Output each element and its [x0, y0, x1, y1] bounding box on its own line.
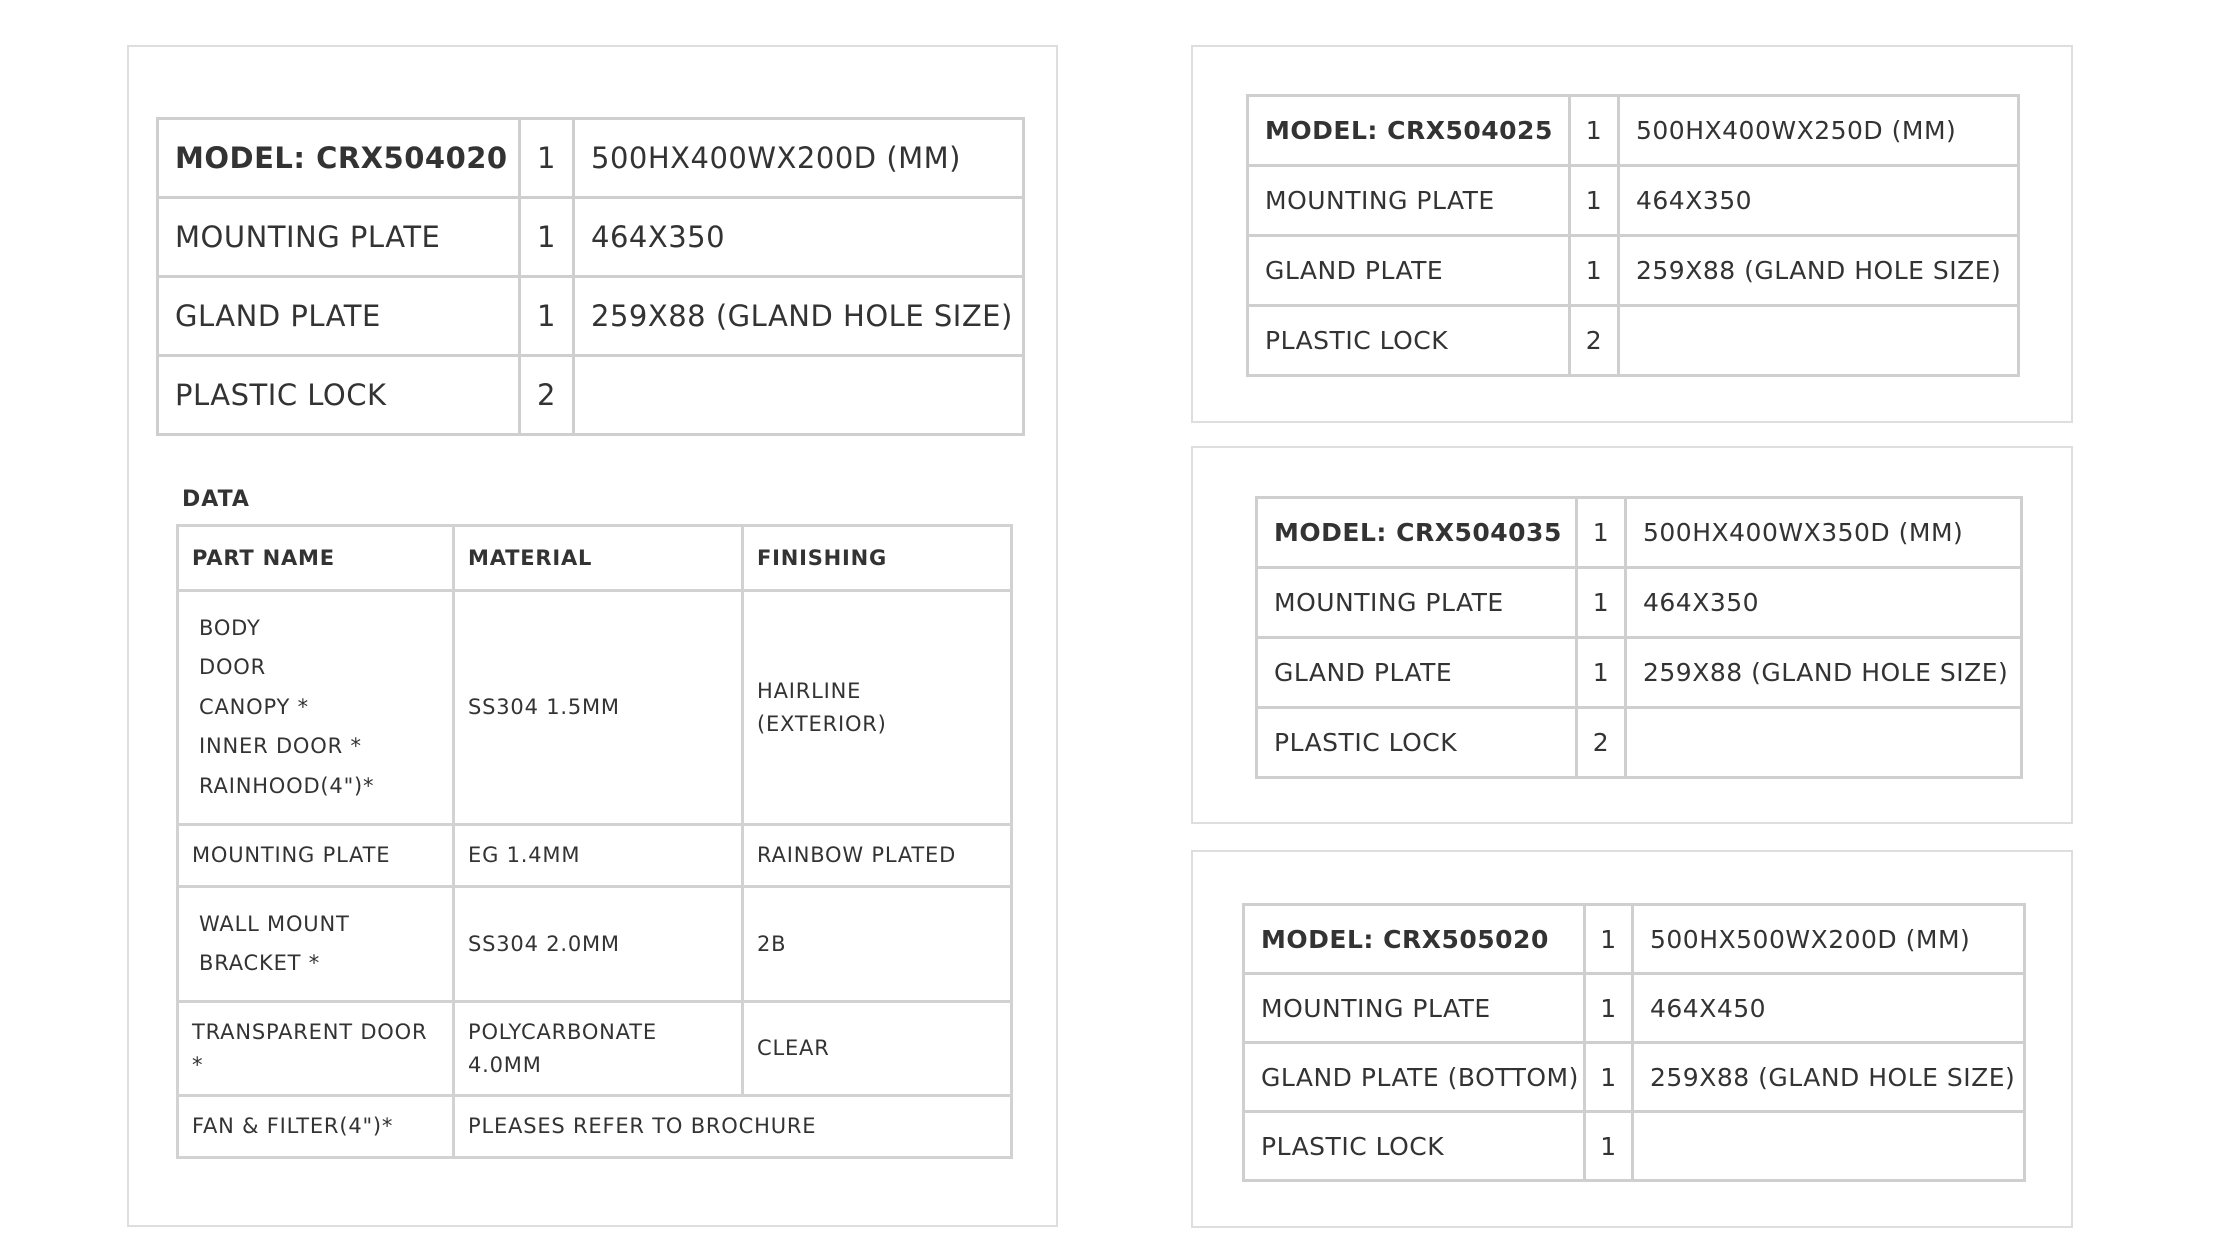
- table-row: [178, 1096, 1012, 1158]
- part-name: MOUNTING PLATE: [1244, 974, 1585, 1043]
- part-name: INNER DOOR *: [199, 734, 362, 759]
- quantity: 1: [520, 198, 574, 277]
- part-spec: [574, 356, 1024, 435]
- column-header-part-name: PART NAME: [178, 526, 454, 591]
- part-name: PLASTIC LOCK: [158, 356, 520, 435]
- part-name-list: [178, 887, 454, 1002]
- part-name: MOUNTING PLATE: [1257, 568, 1577, 638]
- table-row: [158, 356, 1024, 435]
- part-name: GLAND PLATE: [158, 277, 520, 356]
- finishing: HAIRLINE (EXTERIOR): [743, 591, 1012, 825]
- part-name: CANOPY *: [199, 694, 309, 719]
- table-row: [178, 887, 1012, 1002]
- dimensions: 500HX400WX350D (MM): [1626, 498, 2022, 568]
- quantity: 2: [1570, 306, 1619, 376]
- part-name: GLAND PLATE (BOTTOM): [1244, 1043, 1585, 1112]
- quantity: 1: [1570, 236, 1619, 306]
- part-name: TRANSPARENT DOOR *: [178, 1002, 454, 1096]
- table-row: [158, 119, 1024, 198]
- table-row: [1257, 498, 2022, 568]
- dimensions: 500HX400WX250D (MM): [1619, 96, 2019, 166]
- quantity: 2: [520, 356, 574, 435]
- quantity: 1: [1577, 498, 1626, 568]
- part-name: FAN & FILTER(4")*: [178, 1096, 454, 1158]
- part-name-list: [178, 591, 454, 825]
- quantity: 1: [520, 119, 574, 198]
- spec-table-crx504025: [1246, 94, 2020, 377]
- table-row: [178, 1002, 1012, 1096]
- column-header-finishing: FINISHING: [743, 526, 1012, 591]
- quantity: 1: [1577, 568, 1626, 638]
- table-row: [178, 591, 1012, 825]
- quantity: 1: [1585, 974, 1633, 1043]
- quantity: 1: [1577, 638, 1626, 708]
- quantity: 1: [1570, 96, 1619, 166]
- part-name: MOUNTING PLATE: [178, 825, 454, 887]
- part-name: MOUNTING PLATE: [158, 198, 520, 277]
- table-header-row: [178, 526, 1012, 591]
- part-spec: [1633, 1112, 2025, 1181]
- finishing: 2B: [743, 887, 1012, 1002]
- part-name: GLAND PLATE: [1248, 236, 1570, 306]
- model-name: MODEL: CRX504035: [1257, 498, 1577, 568]
- spec-table-crx505020: [1242, 903, 2026, 1182]
- table-row: [1244, 1043, 2025, 1112]
- table-row: [1257, 708, 2022, 778]
- part-name: BODY: [199, 615, 261, 640]
- material: SS304 1.5MM: [454, 591, 743, 825]
- quantity: 1: [1585, 1043, 1633, 1112]
- model-name: MODEL: CRX505020: [1244, 905, 1585, 974]
- spec-table-crx504035: [1255, 496, 2023, 779]
- materials-data-table: [176, 524, 1013, 1159]
- data-section-title: DATA: [182, 487, 250, 512]
- quantity: 1: [1570, 166, 1619, 236]
- part-spec: 259X88 (GLAND HOLE SIZE): [574, 277, 1024, 356]
- dimensions: 500HX500WX200D (MM): [1633, 905, 2025, 974]
- finishing: RAINBOW PLATED: [743, 825, 1012, 887]
- part-spec: 259X88 (GLAND HOLE SIZE): [1626, 638, 2022, 708]
- part-spec: 259X88 (GLAND HOLE SIZE): [1619, 236, 2019, 306]
- quantity: 1: [1585, 905, 1633, 974]
- quantity: 2: [1577, 708, 1626, 778]
- quantity: 1: [1585, 1112, 1633, 1181]
- table-row: [1244, 905, 2025, 974]
- spec-table-crx504020: [156, 117, 1025, 436]
- table-row: [1248, 166, 2019, 236]
- material: SS304 2.0MM: [454, 887, 743, 1002]
- part-spec: [1626, 708, 2022, 778]
- material: EG 1.4MM: [454, 825, 743, 887]
- table-row: [1244, 974, 2025, 1043]
- part-name: BRACKET *: [199, 951, 321, 975]
- table-row: [1248, 236, 2019, 306]
- part-name: PLASTIC LOCK: [1244, 1112, 1585, 1181]
- table-row: [158, 277, 1024, 356]
- model-name: MODEL: CRX504025: [1248, 96, 1570, 166]
- part-name: PLASTIC LOCK: [1257, 708, 1577, 778]
- part-spec: 464X450: [1633, 974, 2025, 1043]
- dimensions: 500HX400WX200D (MM): [574, 119, 1024, 198]
- column-header-material: MATERIAL: [454, 526, 743, 591]
- part-spec: [1619, 306, 2019, 376]
- part-name: MOUNTING PLATE: [1248, 166, 1570, 236]
- part-name: RAINHOOD(4")*: [199, 773, 375, 798]
- table-row: [178, 825, 1012, 887]
- table-row: [1244, 1112, 2025, 1181]
- part-name: PLASTIC LOCK: [1248, 306, 1570, 376]
- table-row: [1257, 638, 2022, 708]
- material: POLYCARBONATE 4.0MM: [454, 1002, 743, 1096]
- table-row: [1248, 96, 2019, 166]
- part-spec: 464X350: [574, 198, 1024, 277]
- part-name: DOOR: [199, 655, 267, 680]
- quantity: 1: [520, 277, 574, 356]
- part-spec: 464X350: [1626, 568, 2022, 638]
- part-spec: 259X88 (GLAND HOLE SIZE): [1633, 1043, 2025, 1112]
- part-name: WALL MOUNT: [199, 911, 350, 936]
- table-row: [1257, 568, 2022, 638]
- model-name: MODEL: CRX504020: [158, 119, 520, 198]
- material: PLEASES REFER TO BROCHURE: [454, 1096, 1012, 1158]
- part-name: GLAND PLATE: [1257, 638, 1577, 708]
- finishing: CLEAR: [743, 1002, 1012, 1096]
- table-row: [158, 198, 1024, 277]
- part-spec: 464X350: [1619, 166, 2019, 236]
- table-row: [1248, 306, 2019, 376]
